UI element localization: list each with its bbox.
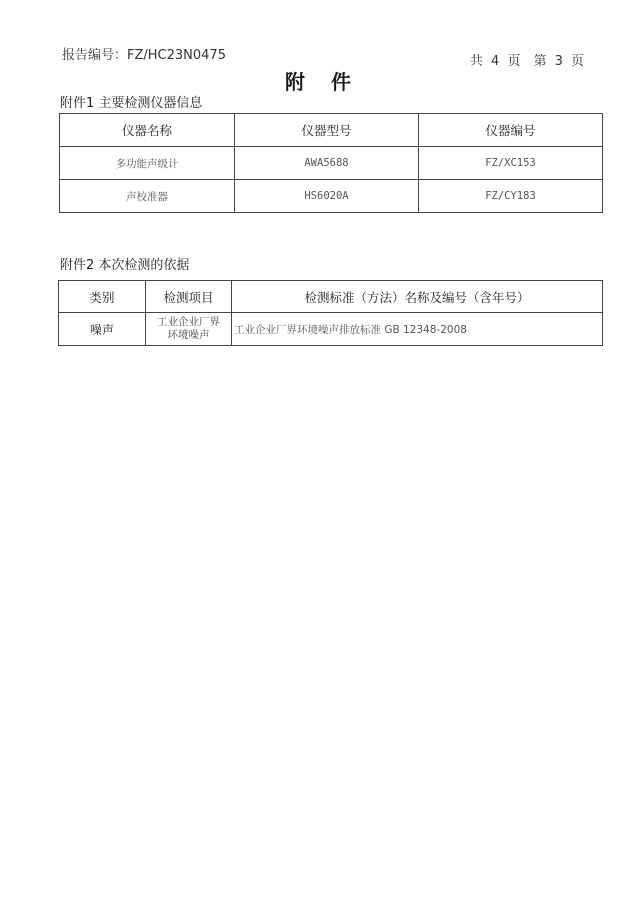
- appendix2-title: 附件2 本次检测的依据: [60, 258, 190, 273]
- instrument-model-cell: HS6020A: [235, 180, 419, 213]
- table-header-row: [59, 281, 603, 313]
- test-item-line1: 工业企业厂界: [157, 316, 220, 328]
- header-instrument-name: 仪器名称: [60, 114, 235, 147]
- test-standard-cell: 工业企业厂界环境噪声排放标准 GB 12348-2008: [232, 313, 603, 346]
- header-test-standard: 检测标准（方法）名称及编号（含年号）: [232, 281, 603, 313]
- instrument-name-cell: 多功能声级计: [60, 147, 235, 180]
- instrument-number-cell: FZ/XC153: [419, 147, 603, 180]
- table-header-row: [60, 114, 603, 147]
- table-row: [60, 147, 603, 180]
- document-title: 附件: [285, 70, 377, 94]
- header-test-item: 检测项目: [146, 281, 232, 313]
- test-item-line2: 环境噪声: [167, 329, 210, 341]
- test-item-cell: [146, 313, 232, 346]
- report-number: 报告编号：FZ/HC23N0475: [62, 48, 226, 63]
- instrument-name-cell: 声校准器: [60, 180, 235, 213]
- table-row: [60, 180, 603, 213]
- basis-table: [58, 280, 603, 346]
- header-instrument-number: 仪器编号: [419, 114, 603, 147]
- instrument-number-cell: FZ/CY183: [419, 180, 603, 213]
- header-category: 类别: [59, 281, 146, 313]
- header-instrument-model: 仪器型号: [235, 114, 419, 147]
- appendix1-title: 附件1 主要检测仪器信息: [60, 96, 203, 111]
- instrument-table: [59, 113, 603, 213]
- page-info: 共 4 页 第 3 页: [469, 54, 584, 69]
- table-row: [59, 313, 603, 346]
- instrument-model-cell: AWA5688: [235, 147, 419, 180]
- category-cell: 噪声: [59, 313, 146, 346]
